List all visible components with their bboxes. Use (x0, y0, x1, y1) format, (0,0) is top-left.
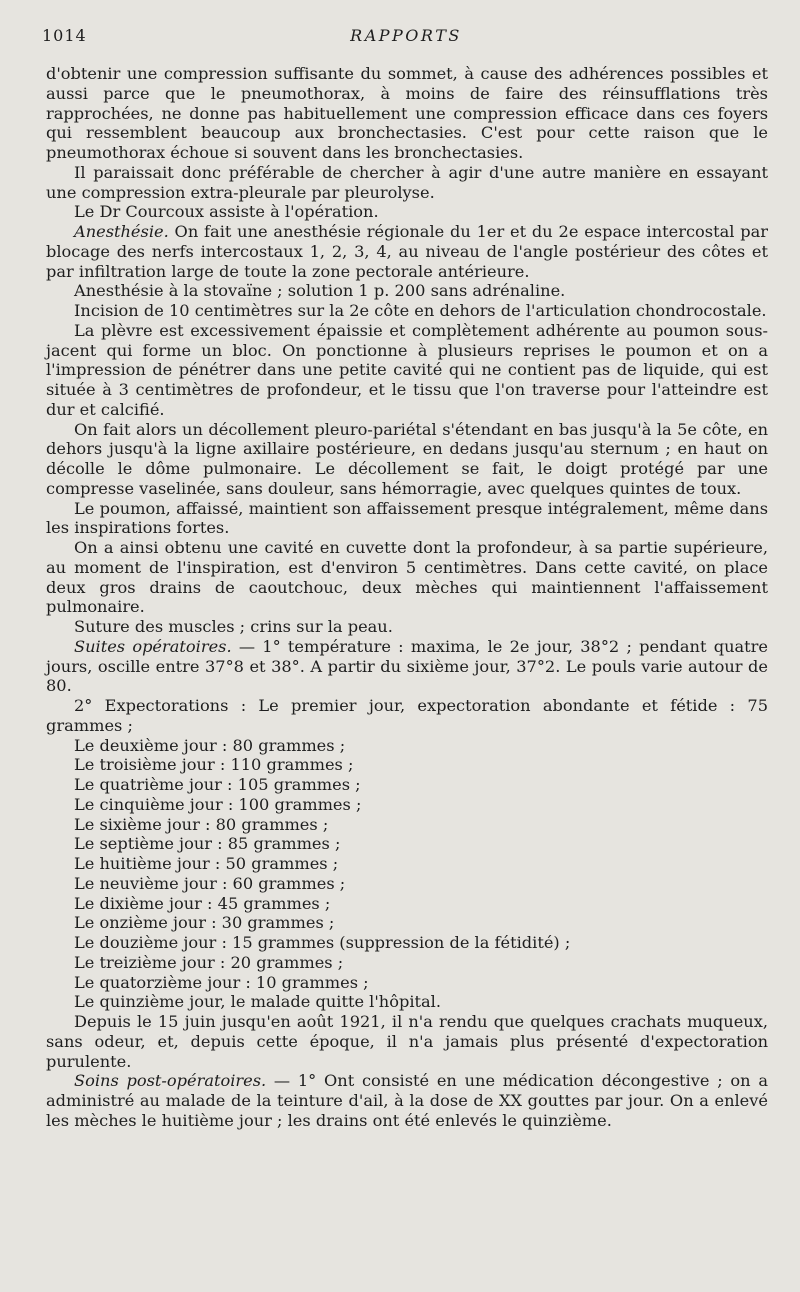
paragraph: Depuis le 15 juin jusqu'en août 1921, il n'a rendu que quelques crachats muqueux, sans odeur, et, depuis cette époque, il n'a jamais plus présenté d'expectoration purulente. (46, 1012, 768, 1071)
section-label: Anesthésie. (74, 222, 169, 241)
list-item: Le neuvième jour : 60 grammes ; (74, 873, 346, 893)
section-label: Soins post-opératoires. (74, 1071, 267, 1091)
paragraph: 2° Expectorations : Le premier jour, expectoration abondante et fétide : 75 grammes ; (46, 696, 768, 735)
paragraph: Le Dr Courcoux assiste à l'opération. (74, 202, 379, 222)
paragraph-suites (46, 637, 768, 696)
paragraph-text: — 1° température : maxima, le 2e jour, 38°2 ; pendant quatre jours, oscille entre 37°8 et 38°. A partir du sixième jour, 37°2. Le pouls varie autour de 80. (46, 636, 768, 696)
paragraph: La plèvre est excessivement épaissie et complètement adhérente au poumon sous-jacent qui forme un bloc. On ponctionne à plusieurs reprises le poumon et on a l'impression de pénétrer dans une petite cavité qui ne contient pas de liquide, qui est située à 3 centimètres de profondeur, et le tissu que l'on traverse pour l'atteindre est dur et calcifié. (46, 320, 768, 419)
list-item: Le huitième jour : 50 grammes ; (74, 854, 339, 873)
paragraph: Il paraissait donc préférable de chercher à agir d'une autre manière en essayant une compression extra-pleurale par pleurolyse. (46, 162, 768, 202)
body-text (46, 64, 768, 1131)
list-item: Le quatrième jour : 105 grammes ; (74, 775, 361, 794)
paragraph-soins (46, 1071, 768, 1130)
list-item: Le onzième jour : 30 grammes ; (74, 913, 335, 933)
list-item: Le sixième jour : 80 grammes ; (74, 814, 329, 834)
page-number: 1014 (42, 26, 87, 45)
paragraph: On fait alors un décollement pleuro-pariétal s'étendant en bas jusqu'à la 5e côte, en dehors jusqu'à la ligne axillaire postérieure, en dedans jusqu'au sternum ; en haut on décolle le dôme pulmonaire. Le décollement se fait, le doigt protégé par une compresse vaselinée, sans douleur, sans hémorragie, avec quelques quintes de toux. (46, 419, 768, 498)
list-item: Le septième jour : 85 grammes ; (74, 834, 341, 854)
paragraph-text: On fait une anesthésie régionale du 1er et du 2e espace intercostal par blocage des nerfs intercostaux 1, 2, 3, 4, au niveau de l'angle postérieur des côtes et par infiltration large de toute la zone pectorale antérieure. (46, 222, 768, 281)
list-item: Le treizième jour : 20 grammes ; (74, 952, 344, 972)
running-title: RAPPORTS (350, 26, 462, 45)
paragraph: Anesthésie à la stovaïne ; solution 1 p. 200 sans adrénaline. (74, 281, 566, 301)
paragraph-anesthesie (46, 222, 768, 281)
page-header (42, 26, 770, 48)
list-item: Le quatorzième jour : 10 grammes ; (74, 972, 369, 992)
list-item: Le deuxième jour : 80 grammes ; (74, 735, 346, 755)
paragraph: Suture des muscles ; crins sur la peau. (74, 617, 393, 636)
list-item: Le troisième jour : 110 grammes ; (74, 755, 354, 775)
list-item: Le douzième jour : 15 grammes (suppression de la fétidité) ; (74, 933, 571, 952)
list-item: Le cinquième jour : 100 grammes ; (74, 794, 362, 814)
paragraph: Incision de 10 centimètres sur la 2e côte en dehors de l'articulation chondrocostale. (74, 301, 767, 320)
list-item: Le dixième jour : 45 grammes ; (74, 893, 331, 913)
paragraph: d'obtenir une compression suffisante du sommet, à cause des adhérences possibles et aussi parce que le pneumothorax, à moins de faire des réinsufflations très rapprochées, ne donne pas habituellement une compression efficace dans ces foyers qui ressemblent beaucoup aux bronchectasies. C'est pour cette raison que le pneumothorax échoue si souvent dans les bronchectasies. (46, 64, 768, 162)
section-label: Suites opératoires. (74, 636, 232, 656)
paragraph: Le poumon, affaissé, maintient son affaissement presque intégralement, même dans les inspirations fortes. (46, 498, 768, 538)
list-item: Le quinzième jour, le malade quitte l'hôpital. (74, 992, 441, 1012)
paragraph: On a ainsi obtenu une cavité en cuvette dont la profondeur, à sa partie supérieure, au moment de l'inspiration, est d'environ 5 centimètres. Dans cette cavité, on place deux gros drains de caoutchouc, deux mèches qui maintiennent l'affaissement pulmonaire. (46, 538, 768, 617)
paragraph-text: — 1° Ont consisté en une médication décongestive ; on a administré au malade de la teinture d'ail, à la dose de XX gouttes par jour. On a enlevé les mèches le huitième jour ; les drains ont été enlevés le quinzième. (46, 1071, 768, 1130)
expectoration-list (46, 736, 768, 1013)
